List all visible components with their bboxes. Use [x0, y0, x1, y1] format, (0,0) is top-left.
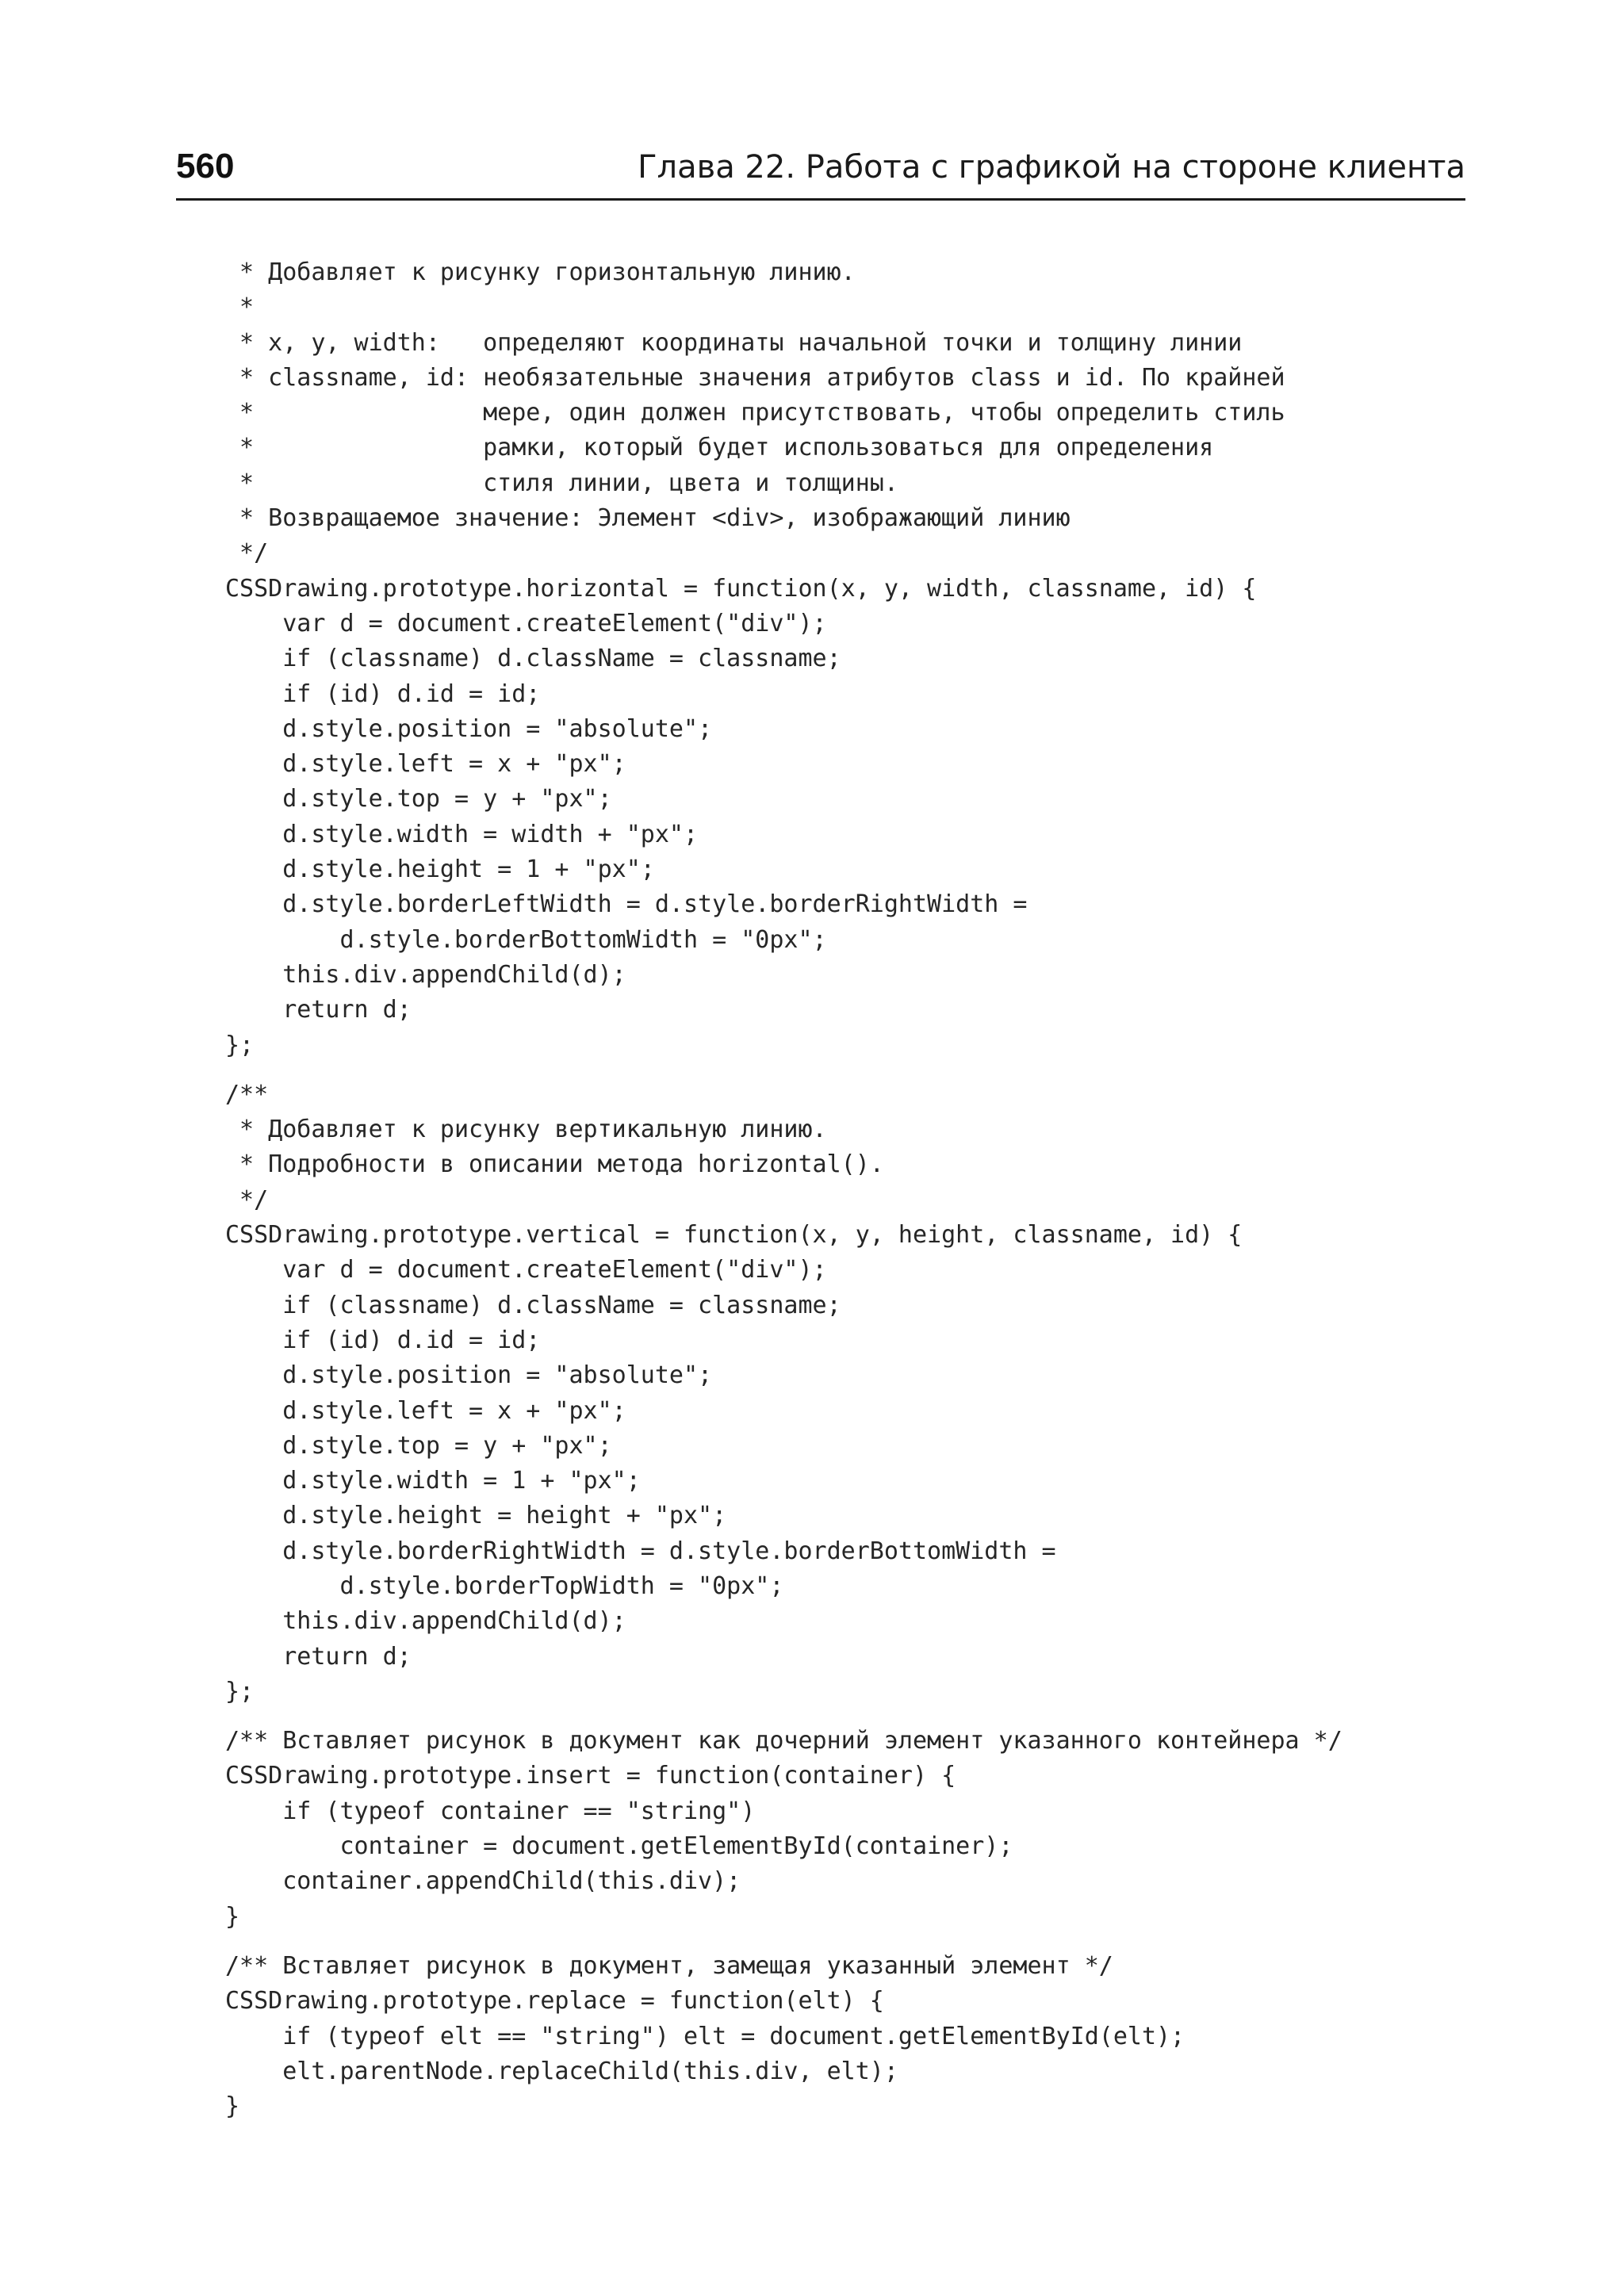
- code-line: d.style.height = height + "px";: [225, 1502, 727, 1530]
- code-line: d.style.borderRightWidth = d.style.borderBottomWidth =: [225, 1537, 1056, 1565]
- block-spacer: [225, 1709, 1462, 1724]
- code-line: * Возвращаемое значение: Элемент <div>, изображающий линию: [225, 504, 1071, 533]
- code-line: */: [225, 539, 269, 568]
- code-line: if (typeof container == "string"): [225, 1797, 756, 1825]
- code-line: if (id) d.id = id;: [225, 1326, 541, 1354]
- code-line: * x, y, width: определяют координаты начальной точки и толщину линии: [225, 328, 1243, 357]
- code-line: /**: [225, 1080, 269, 1108]
- code-line: * рамки, который будет использоваться для определения: [225, 434, 1214, 462]
- code-line: d.style.left = x + "px";: [225, 750, 626, 779]
- code-line: };: [225, 1677, 255, 1705]
- code-line: return d;: [225, 996, 412, 1024]
- code-line: *: [225, 293, 255, 322]
- code-line: * Добавляет к рисунку вертикальную линию.: [225, 1116, 827, 1144]
- code-line: * classname, id: необязательные значения атрибутов class и id. По крайней: [225, 363, 1285, 392]
- code-line: if (id) d.id = id;: [225, 679, 541, 708]
- code-line: container = document.getElementById(container);: [225, 1832, 1013, 1861]
- code-line: d.style.top = y + "px";: [225, 1431, 612, 1460]
- code-line: * Добавляет к рисунку горизонтальную линию.: [225, 258, 856, 286]
- code-line: container.appendChild(this.div);: [225, 1867, 741, 1896]
- chapter-title: Глава 22. Работа с графикой на стороне клиента: [638, 149, 1465, 186]
- code-line: d.style.position = "absolute";: [225, 1361, 713, 1390]
- code-line: if (classname) d.className = classname;: [225, 645, 841, 673]
- code-line: this.div.appendChild(d);: [225, 1607, 626, 1636]
- code-line: d.style.position = "absolute";: [225, 714, 713, 743]
- page-header: [176, 140, 1465, 197]
- block-spacer: [225, 1063, 1462, 1078]
- code-line: d.style.borderLeftWidth = d.style.borderRightWidth =: [225, 890, 1028, 919]
- code-line: CSSDrawing.prototype.insert = function(container) {: [225, 1762, 956, 1790]
- code-line: }: [225, 1902, 240, 1931]
- code-line: CSSDrawing.prototype.horizontal = function(x, y, width, classname, id) {: [225, 574, 1257, 603]
- code-line: this.div.appendChild(d);: [225, 960, 626, 989]
- code-line: * стиля линии, цвета и толщины.: [225, 469, 898, 497]
- code-line: elt.parentNode.replaceChild(this.div, elt);: [225, 2057, 898, 2085]
- code-line: d.style.left = x + "px";: [225, 1396, 626, 1425]
- code-line: CSSDrawing.prototype.vertical = function(x, y, height, classname, id) {: [225, 1221, 1243, 1250]
- code-line: /** Вставляет рисунок в документ как дочерний элемент указанного контейнера */: [225, 1727, 1342, 1755]
- code-line: var d = document.createElement("div");: [225, 1256, 827, 1284]
- code-line: * Подробности в описании метода horizontal().: [225, 1150, 884, 1179]
- code-line: return d;: [225, 1642, 412, 1671]
- code-line: d.style.borderTopWidth = "0px";: [225, 1571, 784, 1600]
- code-block: [225, 255, 1462, 1063]
- code-line: d.style.width = 1 + "px";: [225, 1467, 641, 1495]
- code-line: if (classname) d.className = classname;: [225, 1291, 841, 1319]
- code-line: }: [225, 2092, 240, 2121]
- code-line: };: [225, 1031, 255, 1059]
- code-line: d.style.borderBottomWidth = "0px";: [225, 925, 827, 954]
- code-line: d.style.height = 1 + "px";: [225, 856, 655, 884]
- block-spacer: [225, 1935, 1462, 1949]
- code-block: [225, 1078, 1462, 1709]
- code-block: [225, 1724, 1462, 1935]
- code-line: var d = document.createElement("div");: [225, 609, 827, 637]
- code-line: /** Вставляет рисунок в документ, замещая указанный элемент */: [225, 1951, 1113, 1980]
- code-line: CSSDrawing.prototype.replace = function(elt) {: [225, 1987, 884, 2015]
- code-block: [225, 1949, 1462, 2124]
- header-divider: [176, 198, 1465, 201]
- code-line: */: [225, 1185, 269, 1214]
- page-number: 560: [176, 147, 235, 186]
- code-line: d.style.top = y + "px";: [225, 785, 612, 813]
- code-line: d.style.width = width + "px";: [225, 820, 699, 848]
- code-line: * мере, один должен присутствовать, чтобы определить стиль: [225, 399, 1285, 427]
- code-listing: [225, 255, 1462, 2124]
- code-line: if (typeof elt == "string") elt = document.getElementById(elt);: [225, 2022, 1185, 2050]
